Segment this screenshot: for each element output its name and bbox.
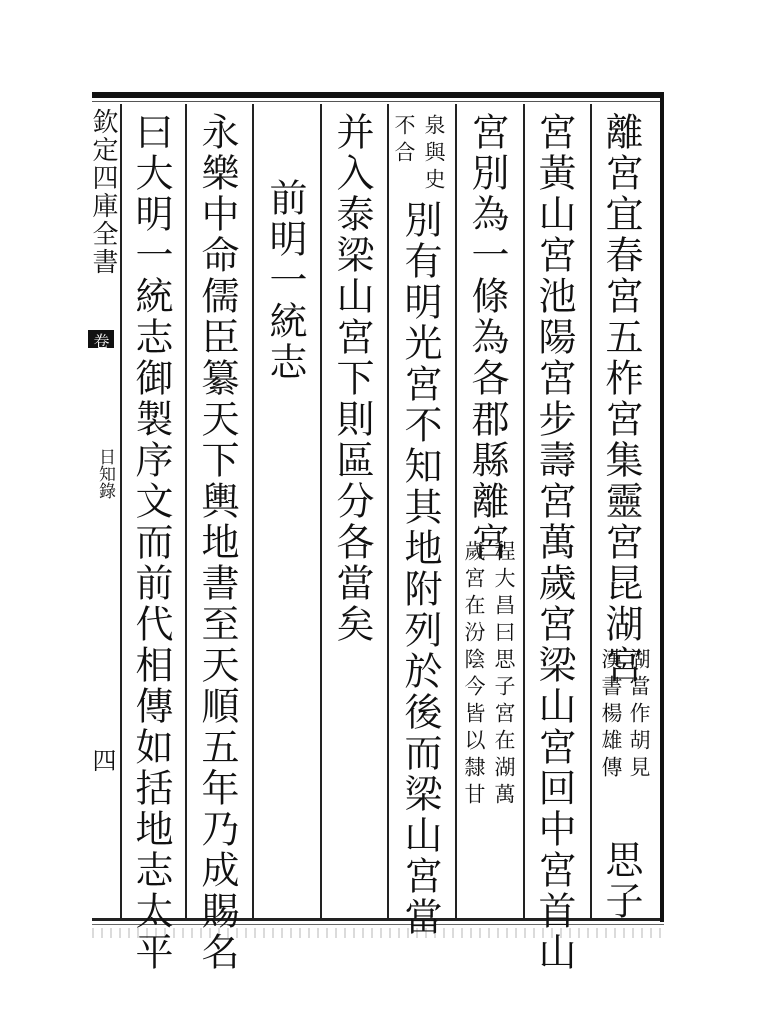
text-column-1-tail: 思子 xyxy=(599,840,643,922)
margin-page-number: 四 xyxy=(88,748,116,774)
text-column-3-note-right: 程大昌曰思子宮在湖萬 xyxy=(492,540,516,810)
column-rule xyxy=(590,104,592,918)
text-column-4-note-right: 泉與史 xyxy=(422,114,446,195)
text-column-7-main: 永樂中命儒臣纂天下輿地書至天順五年乃成賜名 xyxy=(195,112,239,973)
text-column-2-main: 宮黃山宮池陽宮步壽宮萬歲宮梁山宮回中宮首山 xyxy=(532,112,576,973)
text-column-1-main: 離宮宜春宮五柞宮集靈宮昆湖宮 xyxy=(599,112,643,686)
text-column-3-main: 宮別為一條為各郡縣離宮 xyxy=(465,112,509,563)
text-column-3-note-left: 歲宮在汾陰今皆以隸甘 xyxy=(462,540,486,810)
text-column-4-main: 別有明光宮不知其地附列於後而梁山宮當 xyxy=(398,200,442,938)
column-rule xyxy=(185,104,187,918)
margin-book-name: 日知錄 xyxy=(95,448,115,499)
column-rule xyxy=(387,104,389,918)
scan-noise xyxy=(92,928,664,938)
text-column-1-note-right: 湖當作胡見 xyxy=(627,648,651,783)
frame-top-inner-border xyxy=(92,101,664,102)
margin-volume-mark: 卷 xyxy=(91,333,110,349)
column-rule xyxy=(120,104,122,918)
column-rule xyxy=(320,104,322,918)
text-column-5-main: 并入泰梁山宮下則區分各當矣 xyxy=(330,112,374,645)
column-rule xyxy=(455,104,457,918)
column-rule xyxy=(523,104,525,918)
margin-book-title: 欽定四庫全書 xyxy=(88,108,118,276)
text-column-6-heading: 前明一統志 xyxy=(263,178,307,383)
frame-right-border xyxy=(660,92,664,922)
column-rule xyxy=(252,104,254,918)
frame-bottom-inner-border xyxy=(92,924,664,925)
text-column-8-main: 曰大明一統志御製序文而前代相傳如括地志太平 xyxy=(129,112,173,973)
frame-bottom-border xyxy=(92,918,664,921)
text-column-1-note-left: 漢書楊雄傳 xyxy=(599,648,623,783)
text-column-4-note-left: 不合 xyxy=(392,114,416,168)
frame-top-border xyxy=(92,92,664,98)
